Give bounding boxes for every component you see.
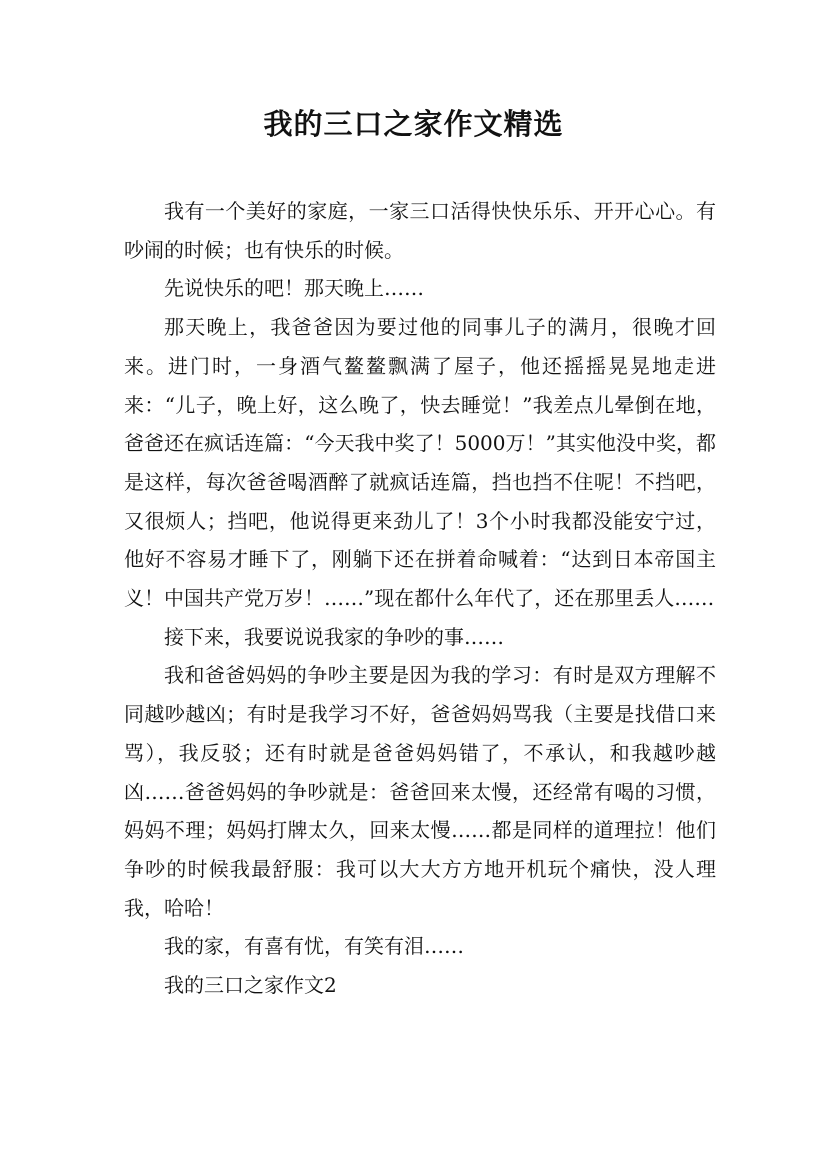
paragraph-2: 先说快乐的吧！那天晚上…… — [164, 276, 424, 301]
document-title: 我的三口之家作文精选 — [263, 107, 564, 141]
paragraph-4: 接下来，我要说说我家的争吵的事…… — [164, 624, 504, 649]
document-body — [124, 192, 716, 1005]
paragraph-1: 我有一个美好的家庭，一家三口活得快快乐乐、开开心心。有吵闹的时候；也有快乐的时候。 — [124, 199, 716, 262]
paragraph-7: 我的三口之家作文2 — [164, 973, 337, 998]
paragraph-5: 我和爸爸妈妈的争吵主要是因为我的学习：有时是双方理解不同越吵越凶；有时是我学习不好，爸爸妈妈骂我（主要是找借口来骂），我反驳；还有时就是爸爸妈妈错了，不承认，和我越吵越凶……爸爸妈妈的争吵就是：爸爸回来太慢，还经常有喝的习惯，妈妈不理；妈妈打牌太久，回来太慢……都是同样的道理拉！他们争吵的时候我最舒服：我可以大大方方地开机玩个痛快，没人理我，哈哈！ — [124, 663, 716, 920]
paragraph-3: 那天晚上，我爸爸因为要过他的同事儿子的满月，很晚才回来。进门时，一身酒气鳌鳌飘满了屋子，他还摇摇晃晃地走进来：“儿子，晚上好，这么晚了，快去睡觉！”我差点儿晕倒在地，爸爸还在疯话连篇：“今天我中奖了！5000万！”其实他没中奖，都是这样，每次爸爸喝酒醉了就疯话连篇，挡也挡不住呢！不挡吧，又很烦人；挡吧，他说得更来劲儿了！3个小时我都没能安宁过，他好不容易才睡下了，刚躺下还在拼着命喊着：“达到日本帝国主义！中国共产党万岁！……”现在都什么年代了，还在那里丢人…… — [124, 315, 716, 611]
paragraph-6: 我的家，有喜有忧，有笑有泪…… — [164, 934, 464, 959]
